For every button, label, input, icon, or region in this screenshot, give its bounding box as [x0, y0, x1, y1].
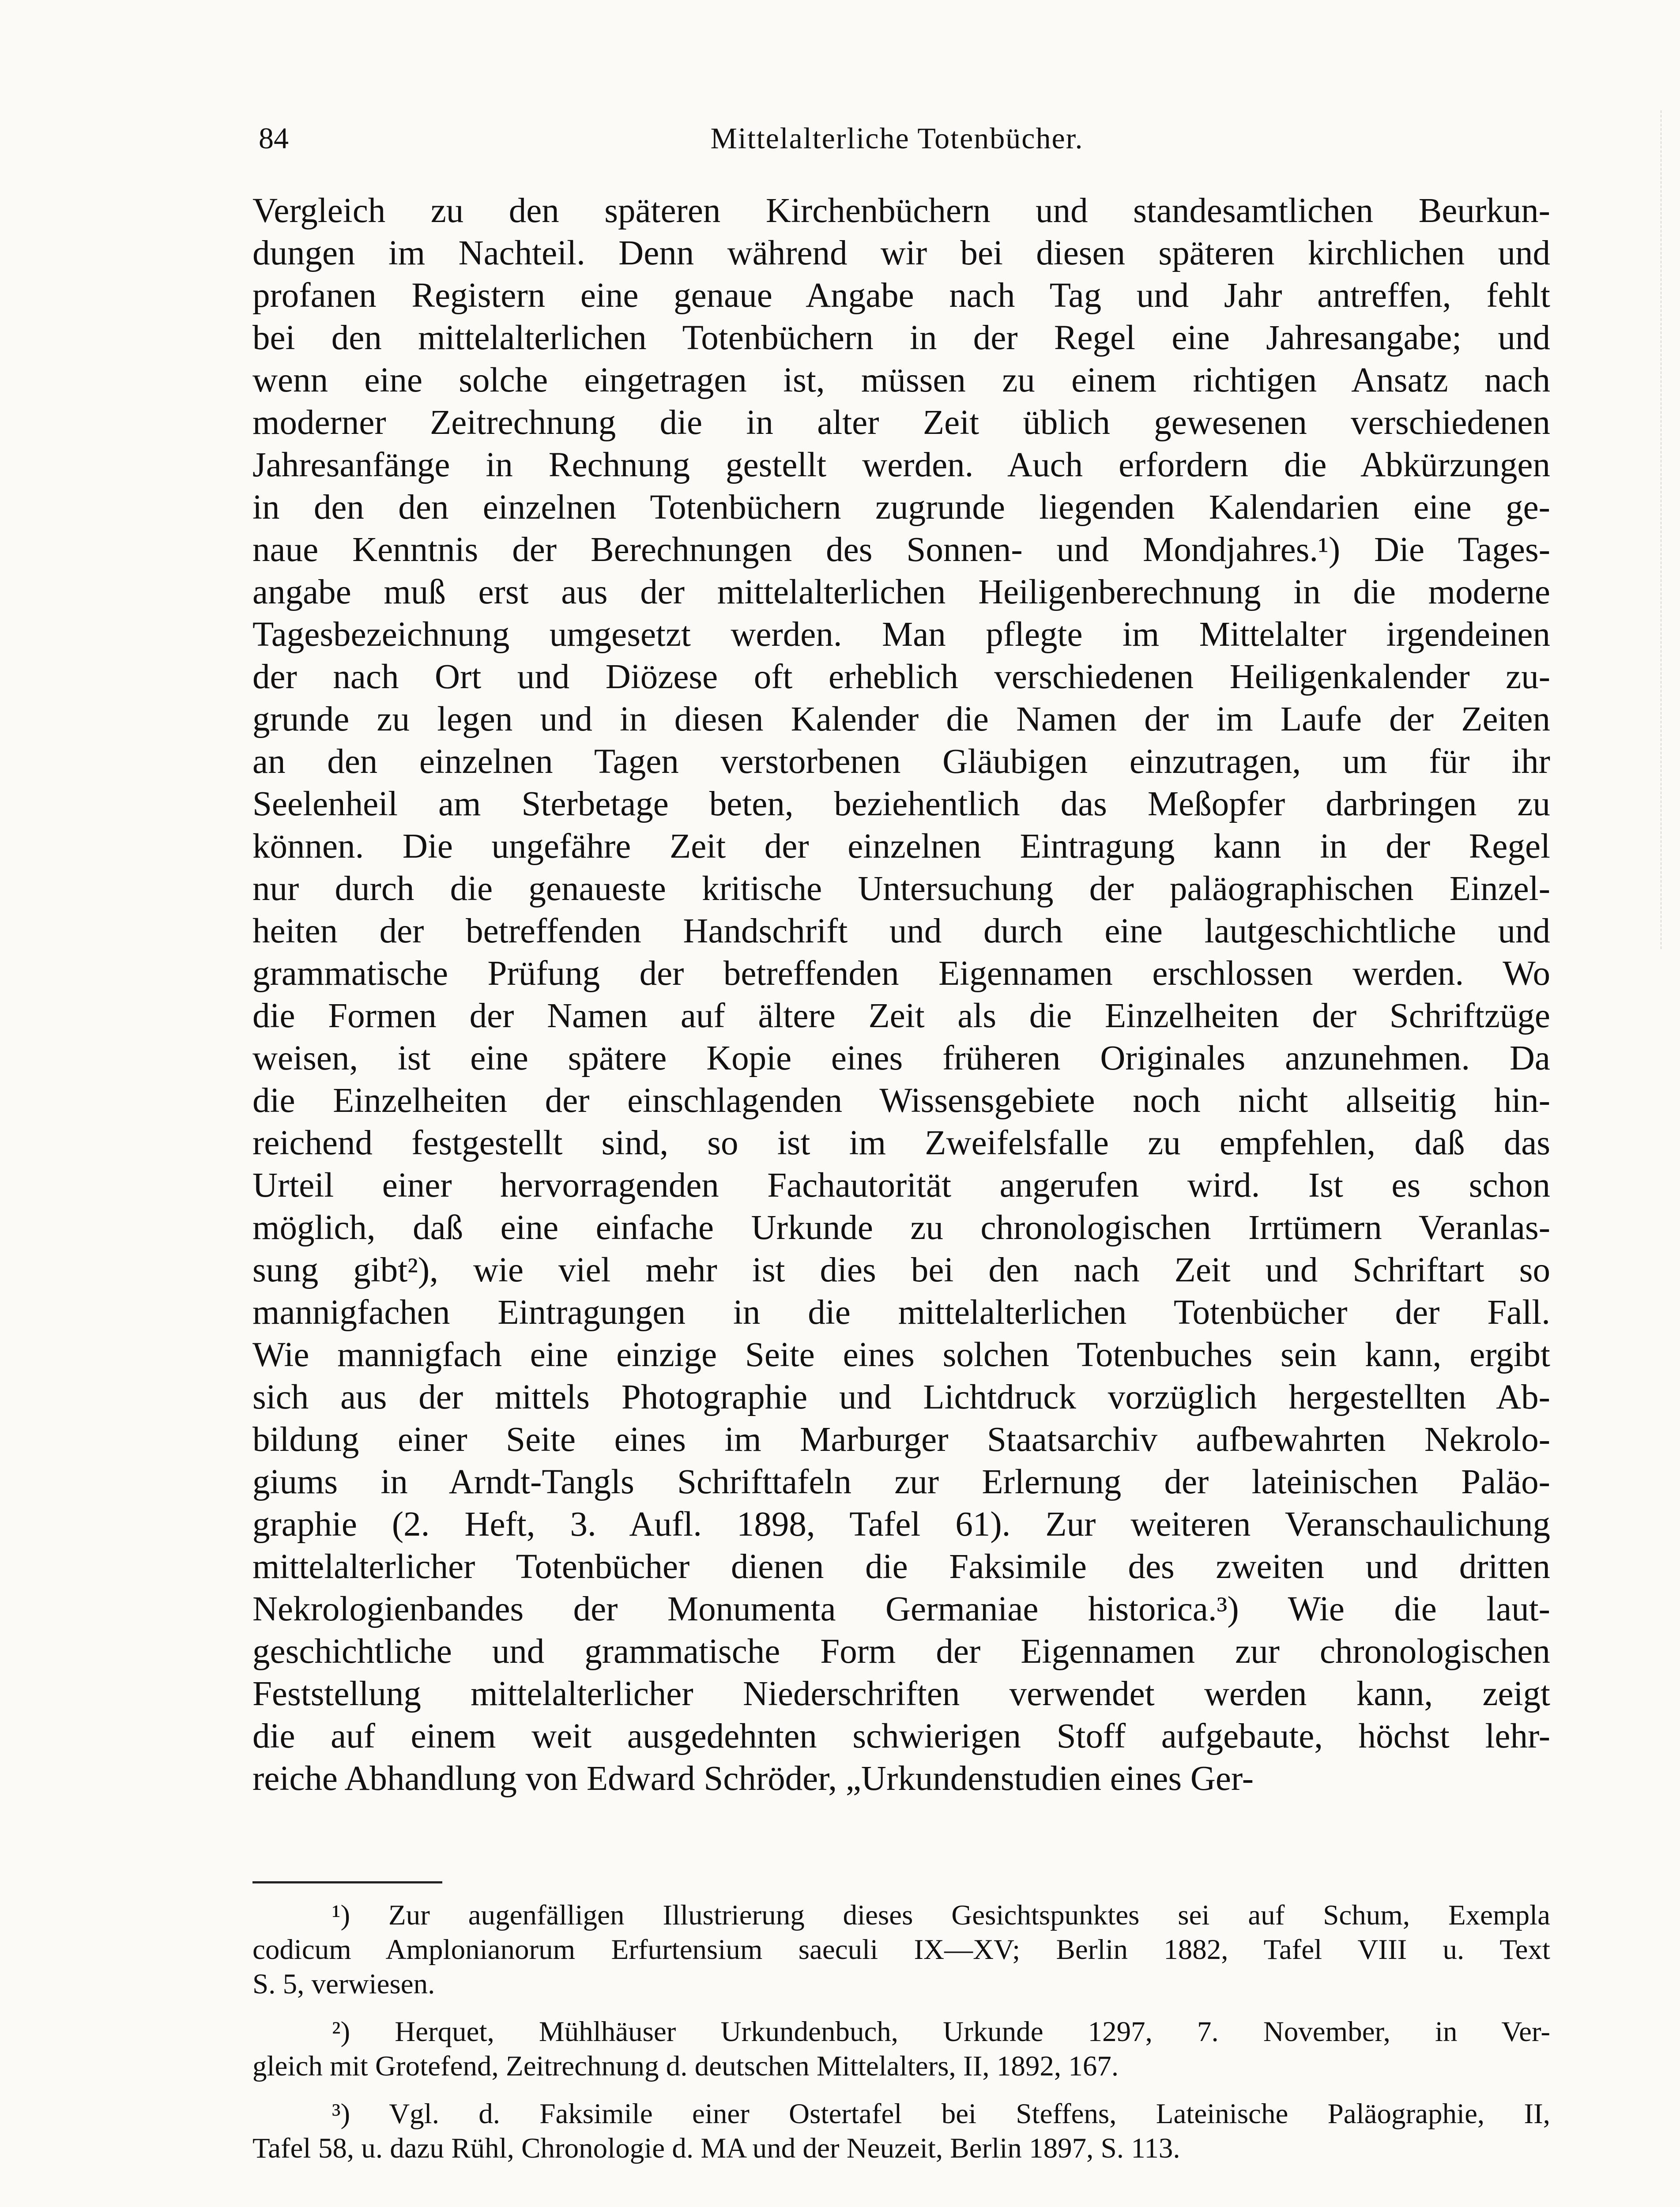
footnote-1 — [252, 1898, 1550, 2001]
text-line: möglich, daß eine einfache Urkunde zu chronologischen Irrtümern Veranlas- — [252, 1209, 1550, 1247]
text-line: bei den mittelalterlichen Totenbüchern in der Regel eine Jahresangabe; und — [252, 319, 1550, 357]
text-line: heiten der betreffenden Handschrift und durch eine lautgeschichtliche und — [252, 912, 1550, 950]
text-line: moderner Zeitrechnung die in alter Zeit üblich gewesenen verschiedenen — [252, 403, 1550, 442]
footnote-spacer — [252, 2083, 1550, 2097]
text-line: graphie (2. Heft, 3. Aufl. 1898, Tafel 61). Zur weiteren Veranschaulichung — [252, 1505, 1550, 1544]
text-line: Jahresanfänge in Rechnung gestellt werden. Auch erfordern die Abkürzungen — [252, 446, 1550, 484]
text-line: weisen, ist eine spätere Kopie eines früheren Originales anzunehmen. Da — [252, 1039, 1550, 1077]
text-line: mittelalterlicher Totenbücher dienen die Faksimile des zweiten und dritten — [252, 1548, 1550, 1586]
body-text — [252, 190, 1550, 1800]
footnote-2 — [252, 2015, 1550, 2083]
footnotes — [252, 1898, 1550, 2166]
text-line: profanen Registern eine genaue Angabe nach Tag und Jahr antreffen, fehlt — [252, 276, 1550, 315]
text-line: können. Die ungefähre Zeit der einzelnen Eintragung kann in der Regel — [252, 827, 1550, 866]
text-line: Urteil einer hervorragenden Fachautorität angerufen wird. Ist es schon — [252, 1166, 1550, 1205]
text-line: an den einzelnen Tagen verstorbenen Gläubigen einzutragen, um für ihr — [252, 742, 1550, 781]
text-line: giums in Arndt-Tangls Schrifttafeln zur Erlernung der lateinischen Paläo- — [252, 1463, 1550, 1501]
text-line: naue Kenntnis der Berechnungen des Sonnen- und Mondjahres.¹) Die Tages- — [252, 531, 1550, 569]
text-line: geschichtliche und grammatische Form der Eigennamen zur chronologischen — [252, 1632, 1550, 1671]
text-line: Seelenheil am Sterbetage beten, beziehentlich das Meßopfer darbringen zu — [252, 785, 1550, 823]
footnote-line: ³) Vgl. d. Faksimile einer Ostertafel bei Steffens, Lateinische Paläographie, II, — [332, 2098, 1550, 2130]
footnote-line: gleich mit Grotefend, Zeitrechnung d. deutschen Mittelalters, II, 1892, 167. — [252, 2050, 1119, 2082]
footnote-spacer — [252, 2001, 1550, 2015]
text-line: mannigfachen Eintragungen in die mittelalterlichen Totenbücher der Fall. — [252, 1293, 1550, 1332]
footnote-line: codicum Amplonianorum Erfurtensium saeculi IX—XV; Berlin 1882, Tafel VIII u. Text — [252, 1934, 1550, 1966]
footnote-line: S. 5, verwiesen. — [252, 1968, 435, 2000]
text-line: sung gibt²), wie viel mehr ist dies bei den nach Zeit und Schriftart so — [252, 1251, 1550, 1289]
text-line: die auf einem weit ausgedehnten schwierigen Stoff aufgebaute, höchst lehr- — [252, 1717, 1550, 1755]
text-line: reiche Abhandlung von Edward Schröder, „Urkundenstudien eines Ger- — [252, 1759, 1254, 1798]
text-line: in den den einzelnen Totenbüchern zugrunde liegenden Kalendarien eine ge- — [252, 488, 1550, 527]
page-header — [252, 118, 1541, 158]
text-line: sich aus der mittels Photographie und Lichtdruck vorzüglich hergestellten Ab- — [252, 1378, 1550, 1416]
text-line: dungen im Nachteil. Denn während wir bei diesen späteren kirchlichen und — [252, 234, 1550, 272]
page-number: 84 — [259, 121, 289, 155]
text-line: angabe muß erst aus der mittelalterlichen Heiligenberechnung in die moderne — [252, 573, 1550, 611]
text-line: die Formen der Namen auf ältere Zeit als die Einzelheiten der Schriftzüge — [252, 997, 1550, 1035]
text-line: die Einzelheiten der einschlagenden Wissensgebiete noch nicht allseitig hin- — [252, 1081, 1550, 1120]
text-line: Vergleich zu den späteren Kirchenbüchern und standesamtlichen Beurkun- — [252, 192, 1550, 230]
text-line: wenn eine solche eingetragen ist, müssen zu einem richtigen Ansatz nach — [252, 361, 1550, 399]
footnote-line: ²) Herquet, Mühlhäuser Urkundenbuch, Urkunde 1297, 7. November, in Ver- — [332, 2016, 1550, 2048]
text-line: Tagesbezeichnung umgesetzt werden. Man pflegte im Mittelalter irgendeinen — [252, 615, 1550, 654]
footnote-line: ¹) Zur augenfälligen Illustrierung dieses Gesichtspunktes sei auf Schum, Exempla — [332, 1899, 1550, 1931]
footnote-line: Tafel 58, u. dazu Rühl, Chronologie d. MA und der Neuzeit, Berlin 1897, S. 113. — [252, 2132, 1180, 2164]
text-line: Wie mannigfach eine einzige Seite eines solchen Totenbuches sein kann, ergibt — [252, 1336, 1550, 1374]
text-line: Feststellung mittelalterlicher Niederschriften verwendet werden kann, zeigt — [252, 1675, 1550, 1713]
footnote-3 — [252, 2097, 1550, 2166]
text-line: bildung einer Seite eines im Marburger Staatsarchiv aufbewahrten Nekrolo- — [252, 1420, 1550, 1459]
text-line: reichend festgestellt sind, so ist im Zweifelsfalle zu empfehlen, daß das — [252, 1124, 1550, 1162]
text-line: der nach Ort und Diözese oft erheblich verschiedenen Heiligenkalender zu- — [252, 658, 1550, 696]
text-line: grammatische Prüfung der betreffenden Eigennamen erschlossen werden. Wo — [252, 954, 1550, 993]
text-line: nur durch die genaueste kritische Untersuchung der paläographischen Einzel- — [252, 870, 1550, 908]
footnote-rule — [252, 1881, 442, 1883]
running-title: Mittelalterliche Totenbücher. — [710, 121, 1084, 155]
text-line: grunde zu legen und in diesen Kalender die Namen der im Laufe der Zeiten — [252, 700, 1550, 738]
scan-edge-mark — [1661, 110, 1664, 949]
text-line: Nekrologienbandes der Monumenta Germaniae historica.³) Wie die laut- — [252, 1590, 1550, 1628]
